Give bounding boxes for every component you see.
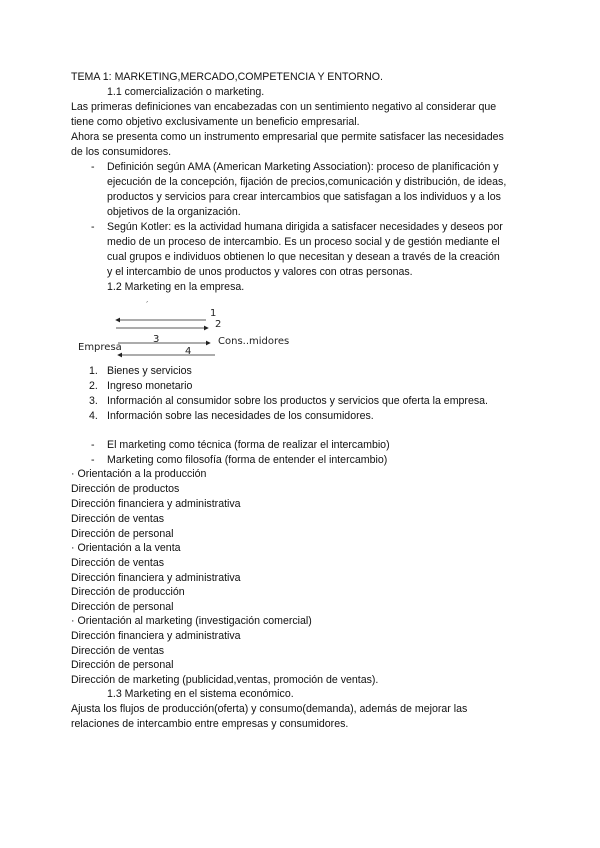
- section-heading-1-2: 1.2 Marketing en la empresa.: [107, 281, 245, 293]
- arrow-label-3: 3: [153, 334, 160, 345]
- orientation-line: Dirección de ventas: [71, 557, 165, 569]
- definition-ama-line: Definición según AMA (American Marketing Association): proceso de planificación y: [107, 161, 499, 173]
- orientation-line: Dirección de ventas: [71, 645, 165, 657]
- paragraph-line: Las primeras definiciones van encabezadas con un sentimiento negativo al considerar que: [71, 101, 497, 113]
- orientation-line: Dirección de ventas: [71, 513, 165, 525]
- orientation-line: Dirección financiera y administrativa: [71, 498, 241, 510]
- list-number: 4.: [89, 410, 98, 422]
- definition-kotler-line: cual grupos e individuos obtienen lo que necesitan y desean a través de la creación: [107, 251, 500, 263]
- orientation-line: Dirección de personal: [71, 528, 174, 540]
- definition-ama-line: productos y servicios para crear intercambios que satisfagan a los individuos y a los: [107, 191, 501, 203]
- paragraph-line: relaciones de intercambio entre empresas y consumidores.: [71, 718, 349, 730]
- orientation-line: Dirección de personal: [71, 601, 174, 613]
- list-dash: -: [91, 221, 95, 233]
- flow-item: Ingreso monetario: [107, 380, 193, 392]
- orientation-line: Dirección de personal: [71, 659, 174, 671]
- consumidores-label: Cons..midores: [218, 336, 290, 347]
- page-title: TEMA 1: MARKETING,MERCADO,COMPETENCIA Y ENTORNO.: [71, 71, 383, 83]
- flow-item: Información sobre las necesidades de los consumidores.: [107, 410, 374, 422]
- definition-kotler-line: Según Kotler: es la actividad humana dirigida a satisfacer necesidades y deseos por: [107, 221, 503, 233]
- list-dash: -: [91, 454, 95, 466]
- orientation-line: Dirección de marketing (publicidad,ventas, promoción de ventas).: [71, 674, 379, 686]
- paragraph-line: de los consumidores.: [71, 146, 172, 158]
- orientation-line: Dirección de producción: [71, 586, 185, 598]
- paragraph-line: Ahora se presenta como un instrumento empresarial que permite satisfacer las necesidades: [71, 131, 504, 143]
- list-dash: -: [91, 439, 95, 451]
- definition-ama-line: objetivos de la organización.: [107, 206, 241, 218]
- definition-ama-line: ejecución de la concepción, fijación de precios,comunicación y distribución, de ideas,: [107, 176, 507, 188]
- stray-mark: ´: [145, 301, 149, 309]
- orientation-line: · Orientación a la venta: [71, 542, 181, 554]
- orientation-line: · Orientación a la producción: [71, 468, 207, 480]
- marketing-as-item: El marketing como técnica (forma de realizar el intercambio): [107, 439, 390, 451]
- flow-item: Información al consumidor sobre los productos y servicios que oferta la empresa.: [107, 395, 488, 407]
- paragraph-line: Ajusta los flujos de producción(oferta) y consumo(demanda), además de mejorar las: [71, 703, 468, 715]
- list-number: 1.: [89, 365, 98, 377]
- arrow-label-1: 1: [210, 308, 217, 319]
- list-number: 3.: [89, 395, 98, 407]
- section-heading-1-1: 1.1 comercialización o marketing.: [107, 86, 265, 98]
- orientation-line: Dirección de productos: [71, 483, 180, 495]
- exchange-diagram: [70, 298, 310, 362]
- orientation-line: Dirección financiera y administrativa: [71, 630, 241, 642]
- arrow-label-4: 4: [185, 346, 192, 357]
- orientation-line: · Orientación al marketing (investigación comercial): [71, 615, 312, 627]
- definition-kotler-line: medio de un proceso de intercambio. Es un proceso social y de gestión mediante el: [107, 236, 500, 248]
- list-number: 2.: [89, 380, 98, 392]
- paragraph-line: tiene como objetivo exclusivamente un beneficio empresarial.: [71, 116, 360, 128]
- arrow-label-2: 2: [215, 319, 222, 330]
- section-heading-1-3: 1.3 Marketing en el sistema económico.: [107, 688, 294, 700]
- flow-item: Bienes y servicios: [107, 365, 192, 377]
- orientation-line: Dirección financiera y administrativa: [71, 572, 241, 584]
- empresa-label: Empresa: [78, 342, 122, 353]
- marketing-as-item: Marketing como filosofía (forma de entender el intercambio): [107, 454, 388, 466]
- list-dash: -: [91, 161, 95, 173]
- definition-kotler-line: y el intercambio de unos productos y valores con otras personas.: [107, 266, 413, 278]
